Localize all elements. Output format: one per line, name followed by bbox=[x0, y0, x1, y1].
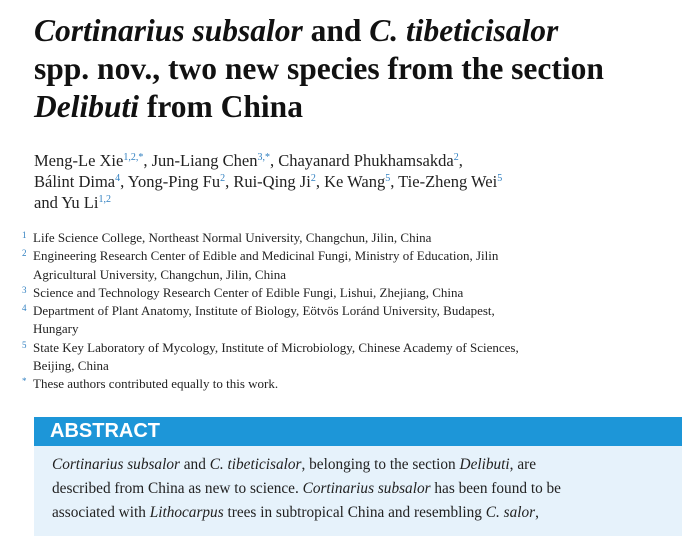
author-line bbox=[34, 192, 684, 213]
abstract-italic-run: C. salor bbox=[485, 504, 536, 521]
affiliation-number: 4 bbox=[22, 303, 27, 314]
author-separator: , bbox=[143, 151, 152, 170]
author-affiliation-marker[interactable]: 2 bbox=[453, 152, 459, 163]
author-name[interactable]: Meng-Le Xie bbox=[34, 151, 124, 170]
abstract-heading: ABSTRACT bbox=[34, 417, 682, 446]
abstract-italic-run: Delibuti bbox=[459, 456, 510, 473]
abstract-italic-run: Cortinarius subsalor bbox=[302, 480, 431, 497]
affiliation-item bbox=[22, 229, 682, 247]
title-italic-run: C. tibeticisalor bbox=[369, 13, 559, 48]
affiliation-item bbox=[22, 284, 682, 302]
author-name[interactable]: Rui-Qing Ji bbox=[233, 172, 311, 191]
abstract-line bbox=[52, 501, 666, 525]
abstract-run: , bbox=[535, 504, 539, 521]
author-affiliation-marker[interactable]: 5 bbox=[497, 173, 503, 184]
title-italic-run: Delibuti bbox=[34, 89, 140, 124]
author-name[interactable]: and Yu Li bbox=[34, 193, 99, 212]
author-list bbox=[34, 150, 684, 213]
affiliation-text: Engineering Research Center of Edible and Medicinal Fungi, Ministry of Education, Jilin bbox=[33, 248, 499, 264]
author-separator: , bbox=[458, 151, 463, 170]
abstract-italic-run: Cortinarius subsalor bbox=[52, 456, 180, 473]
article-title bbox=[34, 12, 684, 126]
title-italic-run: Cortinarius subsalor bbox=[34, 13, 303, 48]
author-separator: , bbox=[225, 172, 234, 191]
author-affiliation-marker[interactable]: 2 bbox=[310, 173, 316, 184]
author-separator: , bbox=[315, 172, 325, 191]
affiliation-text: These authors contributed equally to this work. bbox=[33, 376, 279, 392]
author-separator: , bbox=[120, 172, 128, 191]
affiliation-item bbox=[22, 302, 682, 339]
author-name[interactable]: Ke Wang bbox=[324, 172, 386, 191]
abstract-run: described from China as new to science. bbox=[52, 480, 303, 497]
author-affiliation-marker[interactable]: 4 bbox=[115, 173, 121, 184]
abstract-italic-run: C. tibeticisalor bbox=[209, 456, 302, 473]
affiliation-item bbox=[22, 375, 682, 393]
abstract-line bbox=[52, 453, 666, 477]
author-name[interactable]: Yong-Ping Fu bbox=[127, 172, 221, 191]
affiliation-text: Science and Technology Research Center of Edible Fungi, Lishui, Zhejiang, China bbox=[33, 284, 464, 300]
author-name[interactable]: Tie-Zheng Wei bbox=[398, 172, 498, 191]
affiliation-text: Agricultural University, Changchun, Jilin, China bbox=[33, 266, 286, 282]
author-affiliation-marker[interactable]: 2 bbox=[220, 173, 226, 184]
author-name[interactable]: Chayanard Phukhamsakda bbox=[278, 151, 454, 170]
abstract-run: trees in subtropical China and resembling bbox=[223, 504, 486, 521]
title-run: spp. nov., two new species from the section bbox=[34, 51, 604, 86]
abstract-line bbox=[52, 477, 666, 501]
author-separator: , bbox=[269, 151, 279, 170]
author-affiliation-marker[interactable]: 1,2 bbox=[98, 194, 111, 205]
author-affiliation-marker[interactable]: 3,* bbox=[257, 152, 270, 163]
author-separator: , bbox=[390, 172, 399, 191]
abstract-run: has been found to be bbox=[430, 480, 561, 497]
author-affiliation-marker[interactable]: 5 bbox=[385, 173, 391, 184]
title-line bbox=[34, 88, 684, 126]
author-line bbox=[34, 150, 684, 171]
abstract-run: associated with bbox=[52, 504, 150, 521]
affiliation-text: Life Science College, Northeast Normal University, Changchun, Jilin, China bbox=[33, 230, 432, 245]
author-name[interactable]: Jun-Liang Chen bbox=[151, 151, 258, 170]
affiliation-text: Beijing, China bbox=[33, 358, 109, 374]
affiliation-item bbox=[22, 339, 682, 376]
affiliation-number: * bbox=[22, 376, 27, 387]
author-name[interactable]: Bálint Dima bbox=[34, 172, 116, 191]
affiliation-number: 3 bbox=[22, 284, 27, 295]
affiliation-list bbox=[22, 229, 682, 394]
affiliation-text: State Key Laboratory of Mycology, Institute of Microbiology, Chinese Academy of Sciences, bbox=[33, 339, 519, 355]
title-line bbox=[34, 12, 684, 50]
author-affiliation-marker[interactable]: 1,2,* bbox=[123, 152, 144, 163]
title-run: and bbox=[302, 13, 370, 48]
affiliation-number: 1 bbox=[22, 230, 27, 240]
abstract-run: , are bbox=[509, 456, 536, 473]
affiliation-text: Department of Plant Anatomy, Institute of Biology, Eötvös Loránd University, Budapest, bbox=[33, 303, 495, 319]
affiliation-number: 2 bbox=[22, 248, 27, 259]
abstract-run: , belonging to the section bbox=[301, 456, 460, 473]
title-run: from China bbox=[139, 89, 303, 124]
affiliation-number: 5 bbox=[22, 339, 27, 350]
abstract-body bbox=[34, 446, 682, 536]
abstract-italic-run: Lithocarpus bbox=[149, 504, 224, 521]
affiliation-text: Hungary bbox=[33, 321, 79, 337]
abstract-run: and bbox=[179, 456, 210, 473]
title-line bbox=[34, 50, 684, 88]
affiliation-item bbox=[22, 247, 682, 284]
author-line bbox=[34, 171, 684, 192]
